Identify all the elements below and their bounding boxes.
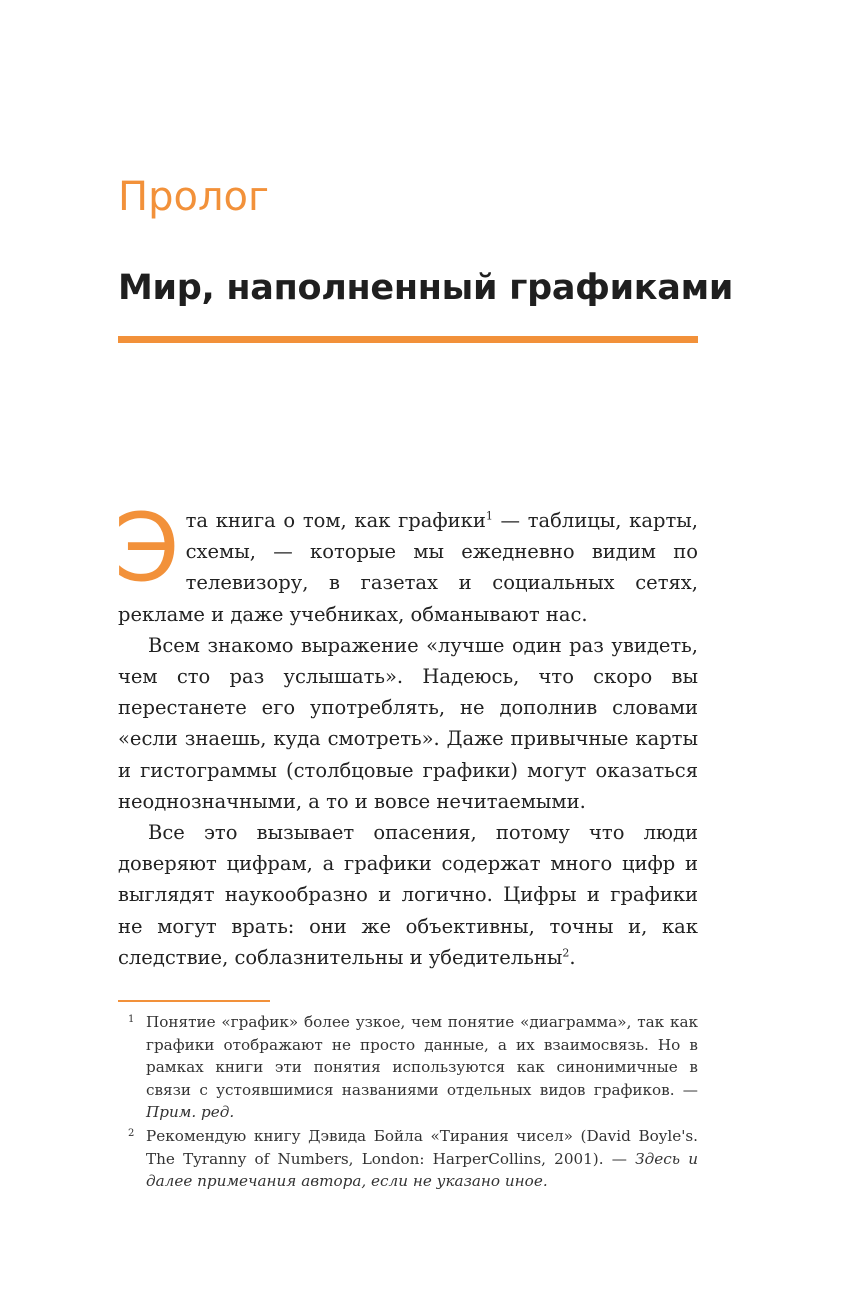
paragraph-3-text-a: Все это вызывает опасения, потому что люди доверяют цифрам, а графики содержат много цифр и выглядят наукообразно и логично. Цифры и графики не могут врать: они же объективны, точны и, как следствие, соблазнительны и убедительны <box>118 821 698 969</box>
title-underline <box>118 336 698 343</box>
chapter-title: Мир, наполненный графиками <box>118 268 734 308</box>
footnote-note: Здесь и далее примечания автора, если не указано иное. <box>146 1149 698 1191</box>
body-text <box>114 494 698 973</box>
footnote-text: Рекомендую книгу Дэвида Бойла «Тирания чисел» (David Boyle's. The Tyranny of Numbers, London: HarperCollins, 2001). — <box>146 1126 698 1168</box>
footnotes <box>118 1011 698 1194</box>
footnote-2 <box>118 1125 698 1193</box>
paragraph-1-text-a: та книга о том, как графики <box>185 509 486 532</box>
drop-cap: Э <box>114 494 180 603</box>
footnote-ref-1[interactable]: 1 <box>485 509 493 523</box>
footnote-ref-2[interactable]: 2 <box>562 946 570 960</box>
paragraph-1-text-b: — таблицы, карты, схемы, — которые мы ежедневно видим по телевизору, в газетах и социальных сетях, рекламе и даже учебниках, обманывают нас. <box>118 509 698 626</box>
footnote-separator <box>118 1000 270 1002</box>
footnote-text: Понятие «график» более узкое, чем понятие «диаграмма», так как графики отображают не просто данные, а их взаимосвязь. Но в рамках книги эти понятия используются как синонимичные в связи с устоявшимися названиями отдельных видов графиков. — <box>146 1013 698 1099</box>
paragraph-1 <box>114 494 698 630</box>
paragraph-3 <box>118 817 698 973</box>
chapter-label: Пролог <box>118 174 269 220</box>
footnote-note: Прим. ред. <box>146 1103 235 1122</box>
paragraph-3-text-b: . <box>569 945 576 969</box>
footnote-number: 2 <box>128 1127 135 1139</box>
footnote-number: 1 <box>128 1014 135 1025</box>
paragraph-2: Всем знакомо выражение «лучше один раз увидеть, чем сто раз услышать». Надеюсь, что скоро вы перестанете его употреблять, не дополнив словами «если знаешь, куда смотреть». Даже привычные карты и гистограммы (столбцовые графики) могут оказаться неоднозначными, а то и вовсе нечитаемыми. <box>118 633 698 813</box>
footnote-1 <box>118 1011 698 1124</box>
